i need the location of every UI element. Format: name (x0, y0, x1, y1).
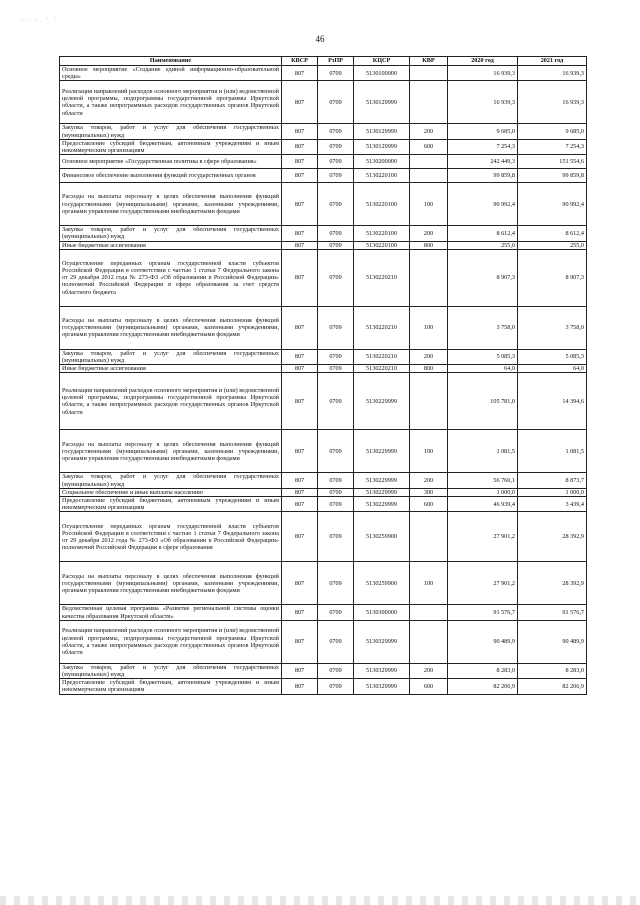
cell-name: Закупка товаров, работ и услуг для обеспечения государственных (муниципальных) нужд (60, 349, 282, 364)
cell-kvsr: 807 (282, 365, 318, 373)
cell-kcsr: 5130129999 (354, 81, 410, 124)
cell-kvr: 200 (410, 124, 448, 139)
cell-kvsr: 807 (282, 620, 318, 663)
cell-rzpr: 0709 (318, 226, 354, 241)
cell-y2021: 90 992,4 (518, 183, 587, 226)
cell-y2021: 1 081,5 (518, 430, 587, 473)
cell-kcsr: 5130220100 (354, 169, 410, 183)
cell-y2021: 9 685,0 (518, 124, 587, 139)
cell-name: Предоставление субсидий бюджетным, автономным учреждениям и иным некоммерческим организациям (60, 679, 282, 694)
table-row (60, 562, 587, 605)
cell-kvsr: 807 (282, 473, 318, 488)
table-row (60, 488, 587, 496)
page-number: 46 (315, 34, 325, 44)
cell-kvsr: 807 (282, 183, 318, 226)
cell-y2020: 27 901,2 (448, 562, 518, 605)
cell-y2021: 151 554,6 (518, 155, 587, 169)
table-row (60, 605, 587, 620)
cell-name: Ведомственная целевая программа «Развитие региональной системы оценки качества образования Иркутской области» (60, 605, 282, 620)
cell-y2020: 8 907,3 (448, 249, 518, 306)
cell-kvr: 800 (410, 241, 448, 249)
cell-name: Предоставление субсидий бюджетным, автономным учреждениям и иным некоммерческим организациям (60, 139, 282, 154)
cell-name: Реализация направлений расходов основного мероприятия и (или) ведомственной целевой программы, подпрограммы государственной программы Иркутской области, а также непрограммных расходов государственных органов Иркутской области (60, 373, 282, 430)
cell-kcsr: 5130129999 (354, 124, 410, 139)
cell-kcsr: 5130229999 (354, 430, 410, 473)
cell-kcsr: 5130329999 (354, 679, 410, 694)
cell-kvr: 100 (410, 306, 448, 349)
cell-kcsr: 5130220210 (354, 306, 410, 349)
cell-kvr: 600 (410, 679, 448, 694)
cell-kvr (410, 620, 448, 663)
cell-y2020: 5 085,3 (448, 349, 518, 364)
cell-kvsr: 807 (282, 663, 318, 678)
cell-name: Осуществление переданных органам государственной власти субъектов Российской Федерации в соответствии с частью 1 статьи 7 Федерального закона от 29 декабря 2012 года № 273-ФЗ «Об образовании в Российской Федерации» полномочий Российской Федерации в сфере образования за счет средств областного бюджета (60, 249, 282, 306)
cell-rzpr: 0709 (318, 155, 354, 169)
cell-y2021: 8 873,7 (518, 473, 587, 488)
cell-kcsr: 5130200000 (354, 155, 410, 169)
cell-kvr: 200 (410, 473, 448, 488)
cell-y2021: 28 392,9 (518, 512, 587, 562)
cell-kcsr: 5130229999 (354, 373, 410, 430)
cell-kcsr: 5130329999 (354, 663, 410, 678)
cell-kcsr: 5130229999 (354, 497, 410, 512)
cell-kvr: 100 (410, 183, 448, 226)
cell-rzpr: 0709 (318, 139, 354, 154)
cell-rzpr: 0709 (318, 620, 354, 663)
cell-rzpr: 0709 (318, 488, 354, 496)
table-row (60, 249, 587, 306)
cell-name: Расходы на выплаты персоналу в целях обеспечения выполнения функций государственными (муниципальными) органами, казенными учреждениями, органами управления государственными внебюджетными фондами (60, 306, 282, 349)
cell-rzpr: 0709 (318, 349, 354, 364)
cell-kvsr: 807 (282, 373, 318, 430)
cell-kcsr: 5130229999 (354, 488, 410, 496)
cell-y2021: 91 576,7 (518, 605, 587, 620)
table-row (60, 473, 587, 488)
cell-kcsr: 5130220100 (354, 226, 410, 241)
cell-kvsr: 807 (282, 241, 318, 249)
cell-y2020: 9 685,0 (448, 124, 518, 139)
cell-kcsr: 5130300000 (354, 605, 410, 620)
cell-kcsr: 5130220210 (354, 249, 410, 306)
cell-y2020: 16 939,3 (448, 66, 518, 81)
cell-y2021: 8 283,0 (518, 663, 587, 678)
cell-name: Предоставление субсидий бюджетным, автономным учреждениям и иным некоммерческим организациям (60, 497, 282, 512)
budget-table (59, 56, 587, 695)
cell-y2021: 3 439,4 (518, 497, 587, 512)
cell-kvr (410, 155, 448, 169)
table-row (60, 183, 587, 226)
header-rzpr: РзПР (318, 57, 354, 66)
cell-kvr: 200 (410, 349, 448, 364)
table-row (60, 66, 587, 81)
table-row (60, 226, 587, 241)
cell-kcsr: 5130220100 (354, 183, 410, 226)
scan-artifact-bottom (0, 896, 640, 905)
cell-kvr: 600 (410, 139, 448, 154)
cell-name: Иные бюджетные ассигнования (60, 365, 282, 373)
cell-y2020: 7 254,3 (448, 139, 518, 154)
cell-rzpr: 0709 (318, 306, 354, 349)
cell-rzpr: 0709 (318, 373, 354, 430)
cell-kvr (410, 512, 448, 562)
cell-y2020: 27 901,2 (448, 512, 518, 562)
cell-y2020: 8 612,4 (448, 226, 518, 241)
table-row (60, 241, 587, 249)
cell-kvsr: 807 (282, 169, 318, 183)
cell-kvr: 100 (410, 562, 448, 605)
cell-y2020: 46 939,4 (448, 497, 518, 512)
cell-name: Основное мероприятие «Создание единой информационно-образовательной среды» (60, 66, 282, 81)
table-row (60, 349, 587, 364)
table-body (60, 66, 587, 695)
cell-kvsr: 807 (282, 349, 318, 364)
cell-rzpr: 0709 (318, 562, 354, 605)
cell-y2021: 64,0 (518, 365, 587, 373)
cell-y2021: 82 206,9 (518, 679, 587, 694)
cell-name: Закупка товаров, работ и услуг для обеспечения государственных (муниципальных) нужд (60, 663, 282, 678)
cell-kvr (410, 373, 448, 430)
cell-kvr (410, 81, 448, 124)
cell-y2020: 82 206,9 (448, 679, 518, 694)
cell-kvsr: 807 (282, 155, 318, 169)
cell-rzpr: 0709 (318, 605, 354, 620)
table-header-row (60, 57, 587, 66)
cell-y2020: 99 859,8 (448, 169, 518, 183)
cell-name: Иные бюджетные ассигнования (60, 241, 282, 249)
cell-kvr: 600 (410, 497, 448, 512)
cell-kvsr: 807 (282, 81, 318, 124)
cell-name: Расходы на выплаты персоналу в целях обеспечения выполнения функций государственными (муниципальными) органами, казенными учреждениями, органами управления государственными внебюджетными фондами (60, 183, 282, 226)
cell-name: Закупка товаров, работ и услуг для обеспечения государственных (муниципальных) нужд (60, 473, 282, 488)
cell-kvsr: 807 (282, 679, 318, 694)
cell-y2021: 14 394,6 (518, 373, 587, 430)
cell-kvsr: 807 (282, 306, 318, 349)
table-row (60, 620, 587, 663)
cell-rzpr: 0709 (318, 66, 354, 81)
table-row (60, 139, 587, 154)
cell-kvr (410, 249, 448, 306)
cell-kcsr: 5130129999 (354, 139, 410, 154)
cell-name: Основное мероприятие «Государственная политика в сфере образования» (60, 155, 282, 169)
cell-rzpr: 0709 (318, 169, 354, 183)
cell-y2021: 7 254,3 (518, 139, 587, 154)
table-row (60, 81, 587, 124)
table-row (60, 155, 587, 169)
scan-artifact: . . . · · (22, 16, 58, 22)
cell-y2021: 8 612,4 (518, 226, 587, 241)
cell-rzpr: 0709 (318, 81, 354, 124)
cell-kvsr: 807 (282, 488, 318, 496)
cell-rzpr: 0709 (318, 241, 354, 249)
cell-kcsr: 5130329999 (354, 620, 410, 663)
cell-rzpr: 0709 (318, 497, 354, 512)
cell-y2020: 3 758,0 (448, 306, 518, 349)
cell-y2021: 16 939,3 (518, 81, 587, 124)
cell-kvsr: 807 (282, 512, 318, 562)
cell-kcsr: 5130220210 (354, 365, 410, 373)
cell-kvr: 100 (410, 430, 448, 473)
cell-kvsr: 807 (282, 497, 318, 512)
header-kvsr: КВСР (282, 57, 318, 66)
cell-rzpr: 0709 (318, 183, 354, 226)
table-row (60, 512, 587, 562)
cell-kcsr: 5130220100 (354, 241, 410, 249)
cell-y2021: 8 907,3 (518, 249, 587, 306)
cell-kvsr: 807 (282, 562, 318, 605)
cell-rzpr: 0709 (318, 679, 354, 694)
cell-name: Социальное обеспечение и иные выплаты населению (60, 488, 282, 496)
cell-kvsr: 807 (282, 226, 318, 241)
table-row (60, 497, 587, 512)
cell-y2021: 28 392,9 (518, 562, 587, 605)
cell-kvr: 200 (410, 663, 448, 678)
cell-kvr: 300 (410, 488, 448, 496)
cell-y2020: 8 283,0 (448, 663, 518, 678)
cell-rzpr: 0709 (318, 124, 354, 139)
cell-kvsr: 807 (282, 66, 318, 81)
cell-y2021: 1 000,0 (518, 488, 587, 496)
cell-y2020: 16 939,3 (448, 81, 518, 124)
cell-name: Финансовое обеспечение выполнения функций государственных органов (60, 169, 282, 183)
cell-kvr: 800 (410, 365, 448, 373)
cell-y2020: 242 449,3 (448, 155, 518, 169)
header-kvr: КВР (410, 57, 448, 66)
cell-rzpr: 0709 (318, 473, 354, 488)
cell-kvsr: 807 (282, 430, 318, 473)
table-row (60, 365, 587, 373)
cell-name: Осуществление переданных органам государственной власти субъектов Российской Федерации в соответствии с частью 1 статьи 7 Федерального закона от 29 декабря 2012 года № 273-ФЗ «Об образовании в Российской Федерации» полномочий Российской Федерации в сфере образования (60, 512, 282, 562)
cell-kcsr: 5130220210 (354, 349, 410, 364)
cell-y2020: 255,0 (448, 241, 518, 249)
header-kcsr: КЦСР (354, 57, 410, 66)
table-row (60, 124, 587, 139)
cell-y2021: 90 489,9 (518, 620, 587, 663)
table-row (60, 306, 587, 349)
cell-kvr (410, 605, 448, 620)
cell-y2021: 3 758,0 (518, 306, 587, 349)
cell-kcsr: 5130229999 (354, 473, 410, 488)
cell-name: Реализация направлений расходов основного мероприятия и (или) ведомственной целевой программы, подпрограммы государственной программы Иркутской области, а также непрограммных расходов государственных органов Иркутской области (60, 620, 282, 663)
cell-y2020: 56 760,1 (448, 473, 518, 488)
cell-name: Расходы на выплаты персоналу в целях обеспечения выполнения функций государственными (муниципальными) органами, казенными учреждениями, органами управления государственными внебюджетными фондами (60, 430, 282, 473)
cell-kvr: 200 (410, 226, 448, 241)
table-row (60, 169, 587, 183)
cell-y2020: 105 781,0 (448, 373, 518, 430)
cell-kvsr: 807 (282, 124, 318, 139)
cell-kvsr: 807 (282, 139, 318, 154)
header-2020: 2020 год (448, 57, 518, 66)
cell-y2020: 91 576,7 (448, 605, 518, 620)
header-2021: 2021 год (518, 57, 587, 66)
cell-kcsr: 5130100000 (354, 66, 410, 81)
cell-name: Закупка товаров, работ и услуг для обеспечения государственных (муниципальных) нужд (60, 124, 282, 139)
cell-name: Закупка товаров, работ и услуг для обеспечения государственных (муниципальных) нужд (60, 226, 282, 241)
cell-kvr (410, 66, 448, 81)
cell-y2021: 16 939,3 (518, 66, 587, 81)
cell-name: Расходы на выплаты персоналу в целях обеспечения выполнения функций государственными (муниципальными) органами, казенными учреждениями, органами управления государственными внебюджетными фондами (60, 562, 282, 605)
cell-kvsr: 807 (282, 249, 318, 306)
table-row (60, 663, 587, 678)
cell-kcsr: 5130259900 (354, 512, 410, 562)
table-row (60, 430, 587, 473)
cell-y2020: 1 000,0 (448, 488, 518, 496)
table-row (60, 373, 587, 430)
cell-y2021: 255,0 (518, 241, 587, 249)
cell-kcsr: 5130259900 (354, 562, 410, 605)
cell-y2021: 99 859,8 (518, 169, 587, 183)
cell-kvr (410, 169, 448, 183)
cell-rzpr: 0709 (318, 512, 354, 562)
cell-y2020: 90 992,4 (448, 183, 518, 226)
header-name: Наименование (60, 57, 282, 66)
cell-y2020: 1 081,5 (448, 430, 518, 473)
cell-rzpr: 0709 (318, 663, 354, 678)
cell-y2020: 64,0 (448, 365, 518, 373)
cell-y2020: 90 489,9 (448, 620, 518, 663)
cell-rzpr: 0709 (318, 430, 354, 473)
table-row (60, 679, 587, 694)
cell-kvsr: 807 (282, 605, 318, 620)
cell-name: Реализация направлений расходов основного мероприятия и (или) ведомственной целевой программы, подпрограммы государственной программы Иркутской области, а также непрограммных расходов государственных органов Иркутской области (60, 81, 282, 124)
cell-rzpr: 0709 (318, 249, 354, 306)
cell-rzpr: 0709 (318, 365, 354, 373)
cell-y2021: 5 085,3 (518, 349, 587, 364)
